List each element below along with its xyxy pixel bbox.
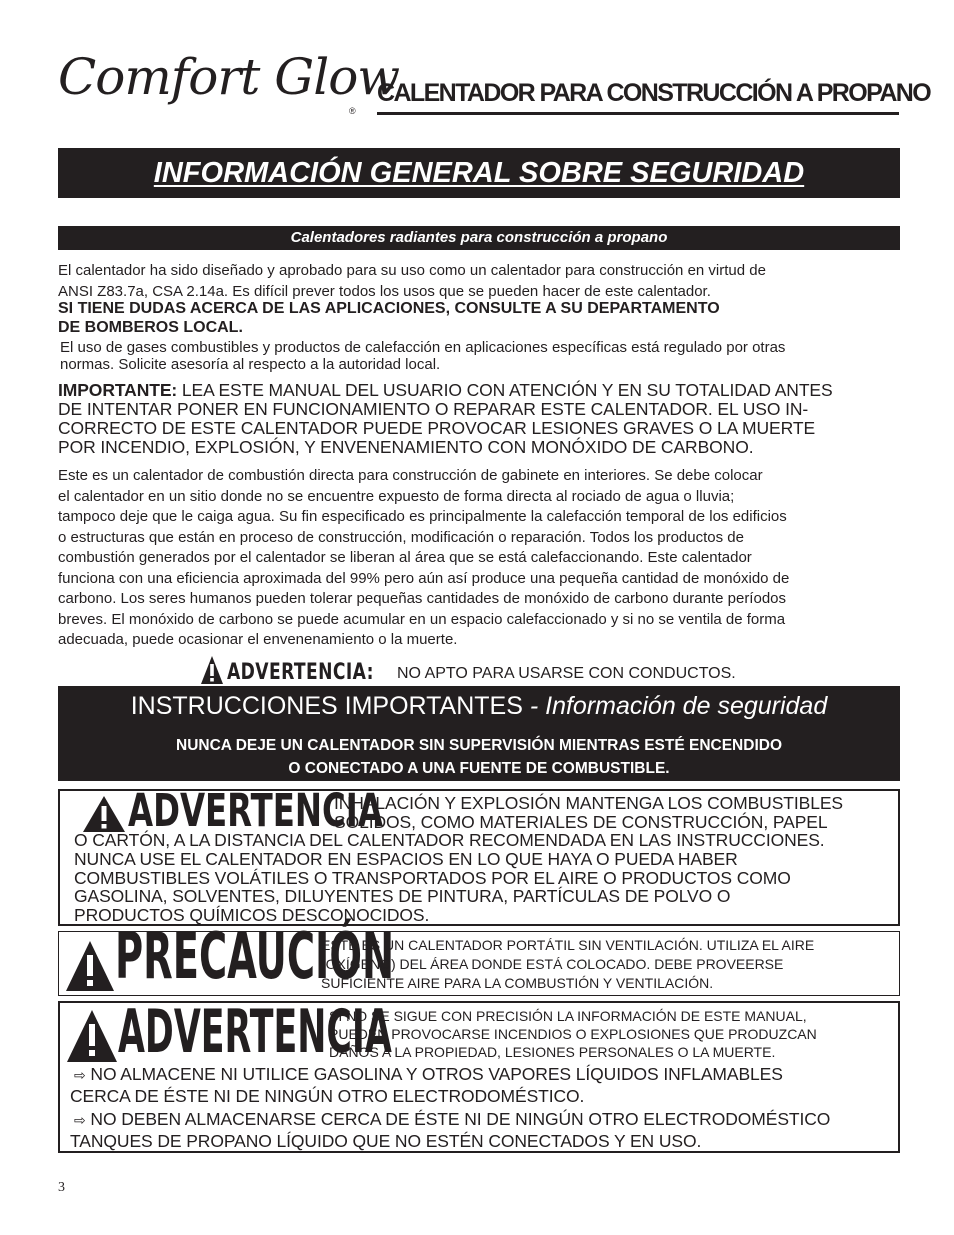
product-title: CALENTADOR PARA CONSTRUCCIÓN A PROPANO	[377, 79, 931, 107]
instructions-title-main: INSTRUCCIONES IMPORTANTES	[130, 692, 523, 720]
important-text-1: LEA ESTE MANUAL DEL USUARIO CON ATENCIÓN Y EN SU TOTALIDAD ANTES	[181, 380, 833, 400]
warning-triangle-icon	[66, 1009, 118, 1063]
important-line-1	[58, 381, 833, 400]
box3-line-1: SI NO SE SIGUE CON PRECISIÓN LA INFORMACIÓN DE ESTE MANUAL,	[329, 1008, 807, 1024]
important-line-4: POR INCENDIO, EXPLOSIÓN, Y ENVENENAMIENTO CON MONÓXIDO DE CARBONO.	[58, 437, 754, 457]
box1-line-3: O CARTÓN, A LA DISTANCIA DEL CALENTADOR RECOMENDADA EN LAS INSTRUCCIONES.	[74, 830, 825, 850]
bold-notice-line-1: SI TIENE DUDAS ACERCA DE LAS APLICACIONES, CONSULTE A SU DEPARTAMENTO	[58, 300, 720, 317]
description-line: o estructuras que están en proceso de construcción, modificación o reparación. Todos los productos de	[58, 528, 744, 546]
description-paragraph	[58, 466, 789, 651]
important-label: IMPORTANTE:	[58, 380, 178, 400]
instructions-title-italic: - Información de seguridad	[522, 692, 828, 720]
important-line-3: CORRECTO DE ESTE CALENTADOR PUEDE PROVOCAR LESIONES GRAVES O LA MUERTE	[58, 418, 816, 438]
box1-line-2: SÓLIDOS, COMO MATERIALES DE CONSTRUCCIÓN, PAPEL	[334, 812, 828, 832]
warning-box-fire	[58, 997, 900, 1153]
intro-line-2: ANSI Z83.7a, CSA 2.14a. Es difícil prever todos los usos que se pueden hacer de este calentador.	[58, 283, 711, 300]
warning-word-large: ADVERTENCIA	[118, 997, 392, 1067]
header-rule	[377, 112, 899, 115]
description-line: carbono. Los seres humanos pueden tolerar pequeñas cantidades de monóxido de carbono durante períodos	[58, 590, 787, 607]
description-line: tampoco deje que le caiga agua. Su fin especificado es principalmente la calefacción temporal de los edificios	[58, 508, 787, 525]
description-line: funciona con una eficiencia aproximada del 99% pero aún así produce una pequeña cantidad de monóxido de	[58, 569, 790, 587]
box1-line-5: COMBUSTIBLES VOLÁTILES O TRANSPORTADOS POR EL AIRE O PRODUCTOS COMO	[74, 868, 791, 888]
instructions-banner	[58, 686, 900, 781]
instructions-line-2: O CONECTADO A UNA FUENTE DE COMBUSTIBLE.	[288, 760, 670, 777]
description-line: combustión generados por el calentador se liberan al área que se está calefaccionando. Este calentador	[58, 549, 752, 566]
regulation-line-2: normas. Solicite asesoría al respecto a la autoridad local.	[60, 356, 441, 373]
bullet-2-line-2: TANQUES DE PROPANO LÍQUIDO QUE NO ESTÉN CONECTADOS Y EN USO.	[70, 1131, 702, 1151]
warning-triangle-icon	[200, 655, 224, 685]
regulation-line-1: El uso de gases combustibles y productos de calefacción en aplicaciones específicas está regulado por otras	[60, 339, 786, 356]
warning-word: ADVERTENCIA:	[227, 660, 374, 685]
subsection-banner: Calentadores radiantes para construcción a propano	[58, 226, 900, 250]
bullet-1-line-2: CERCA DE ÉSTE NI DE NINGÚN OTRO ELECTRODOMÉSTICO.	[70, 1086, 585, 1106]
instructions-line-1: NUNCA DEJE UN CALENTADOR SIN SUPERVISIÓN MIENTRAS ESTÉ ENCENDIDO	[176, 737, 782, 754]
section-banner	[58, 148, 900, 198]
box1-line-6: GASOLINA, SOLVENTES, DILUYENTES DE PINTURA, PARTÍCULAS DE POLVO O	[74, 886, 731, 906]
brand-logo: Comfort Glow	[58, 48, 400, 106]
box3-line-2: PUEDEN PROVOCARSE INCENDIOS O EXPLOSIONES QUE PRODUZCAN	[329, 1026, 817, 1042]
registered-mark: ®	[349, 106, 356, 116]
bullet-2-text: NO DEBEN ALMACENARSE CERCA DE ÉSTE NI DE NINGÚN OTRO ELECTRODOMÉSTICO	[90, 1109, 831, 1129]
section-title: INFORMACIÓN GENERAL SOBRE SEGURIDAD	[153, 156, 805, 189]
duct-warning	[200, 651, 736, 685]
caution-box-ventilation	[58, 920, 900, 996]
warning-triangle-icon	[65, 940, 115, 992]
description-line: adecuada, puede ocasionar el envenenamiento o la muerte.	[58, 631, 458, 648]
box2-line-2: (OXÍGENO) DEL ÁREA DONDE ESTÁ COLOCADO. DEBE PROVEERSE	[321, 956, 784, 972]
bullet-2-line-1	[74, 1110, 830, 1131]
description-line: el calentador en un sitio donde no se encuentre expuesto de forma directa al rociado de agua o lluvia;	[58, 487, 735, 505]
important-line-2: DE INTENTAR PONER EN FUNCIONAMIENTO O REPARAR ESTE CALENTADOR. EL USO IN-	[58, 399, 809, 419]
warning-text: NO APTO PARA USARSE CON CONDUCTOS.	[397, 665, 736, 682]
instructions-title	[58, 692, 900, 721]
intro-line-1: El calentador ha sido diseñado y aprobado para su uso como un calentador para construcción en virtud de	[58, 262, 766, 279]
warning-word-large: ADVERTENCIA	[128, 784, 383, 837]
bullet-1-text: NO ALMACENE NI UTILICE GASOLINA Y OTROS VAPORES LÍQUIDOS INFLAMABLES	[90, 1064, 783, 1084]
bullet-1-line-1	[74, 1065, 783, 1086]
box1-line-7: PRODUCTOS QUÍMICOS DESCONOCIDOS.	[74, 905, 430, 925]
box2-line-3: SUFICIENTE AIRE PARA LA COMBUSTIÓN Y VENTILACIÓN.	[321, 975, 714, 991]
box2-line-1: ESTE ES UN CALENTADOR PORTÁTIL SIN VENTILACIÓN. UTILIZA EL AIRE	[321, 937, 815, 953]
bold-notice-line-2: DE BOMBEROS LOCAL.	[58, 319, 243, 336]
box1-line-1: INHALACIÓN Y EXPLOSIÓN MANTENGA LOS COMBUSTIBLES	[334, 793, 843, 813]
box3-line-3: DAÑOS A LA PROPIEDAD, LESIONES PERSONALES O LA MUERTE.	[329, 1044, 776, 1060]
arrow-right-icon: ⇨	[74, 1113, 86, 1129]
caution-word-large: PRECAUCIÓN	[115, 920, 395, 994]
page-number: 3	[58, 1180, 65, 1195]
description-line: breves. El monóxido de carbono se puede acumular en un espacio calefaccionado y si no se ventila de forma	[58, 610, 786, 628]
description-line: Este es un calentador de combustión directa para construcción de gabinete en interiores. Se debe colocar	[58, 467, 763, 484]
warning-triangle-icon	[82, 795, 126, 833]
box1-line-4: NUNCA USE EL CALENTADOR EN ESPACIOS EN LO QUE HAYA O PUEDA HABER	[74, 849, 738, 869]
arrow-right-icon: ⇨	[74, 1068, 86, 1084]
warning-box-inhalation	[58, 784, 900, 926]
